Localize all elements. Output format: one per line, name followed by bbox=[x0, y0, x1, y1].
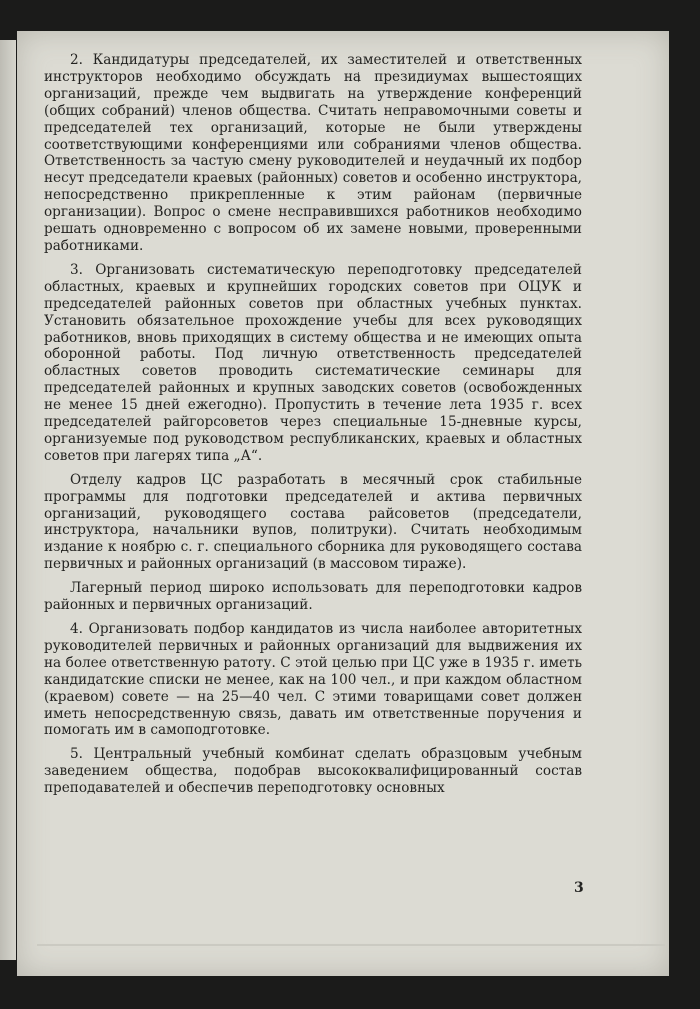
page-fold-line bbox=[37, 944, 665, 946]
previous-page-edge bbox=[0, 40, 16, 960]
paragraph-item-2: 2. Кандидатуры председателей, их заместителей и ответственных инструкторов необходимо обсуждать на президиумах вышестоящих организаций, прежде чем выдвигать на утверждение конференций (общих собраний) членов общества. Считать неправомочными советы и председателей тех организаций, которые не были утверждены соответствующими конференциями или собраниями членов общества. Ответственность за частую смену руководителей и неудачный их подбор несут председатели краевых (районных) советов и особенно инструктора, непосредственно прикрепленные к этим районам (первичные организации). Вопрос о смене несправившихся работников необходимо решать одновременно с вопросом об их замене новыми, проверенными работниками. bbox=[44, 52, 582, 254]
paragraph-item-3: 3. Организовать систематическую переподготовку председателей областных, краевых и крупнейших городских советов при ОЦУК и председателей районных советов при областных учебных пунктах. Установить обязательное прохождение учебы для всех руководящих работников, вновь приходящих в систему общества и не имеющих опыта оборонной работы. Под личную ответственность председателей областных советов проводить систематические семинары для председателей районных и крупных заводских советов (освобожденных не менее 15 дней ежегодно). Пропустить в течение лета 1935 г. всех председателей райгорсоветов через специальные 15-дневные курсы, организуемые под руководством республиканских, краевых и областных советов при лагерях типа „А“. bbox=[44, 261, 582, 464]
paragraph-cadres-department: Отделу кадров ЦС разработать в месячный срок стабильные программы для подготовки председателей и актива первичных организаций, руководящего состава райсоветов (председатели, инструктора, начальники вупов, политруки). Считать необходимым издание к ноябрю с. г. специального сборника для руководящего состава первичных и районных организаций (в массовом тираже). bbox=[44, 471, 582, 573]
paragraph-item-5: 5. Центральный учебный комбинат сделать образцовым учебным заведением общества, подобрав высококвалифицированный состав преподавателей и обеспечив переподготовку основных bbox=[44, 746, 582, 797]
paragraph-item-4: 4. Организовать подбор кандидатов из числа наиболее авторитетных руководителей первичных и районных организаций для выдвижения их на более ответственную ратоту. С этой целью при ЦС уже в 1935 г. иметь кандидатские списки не менее, как на 100 чел., и при каждом областном (краевом) совете — на 25—40 чел. С этими товарищами совет должен иметь непосредственную связь, давать им ответственные поручения и помогать им в самоподготовке. bbox=[44, 621, 582, 739]
paragraph-camp-period: Лагерный период широко использовать для переподготовки кадров районных и первичных организаций. bbox=[44, 580, 582, 614]
page-number: 3 bbox=[574, 880, 584, 896]
document-body bbox=[44, 52, 582, 804]
